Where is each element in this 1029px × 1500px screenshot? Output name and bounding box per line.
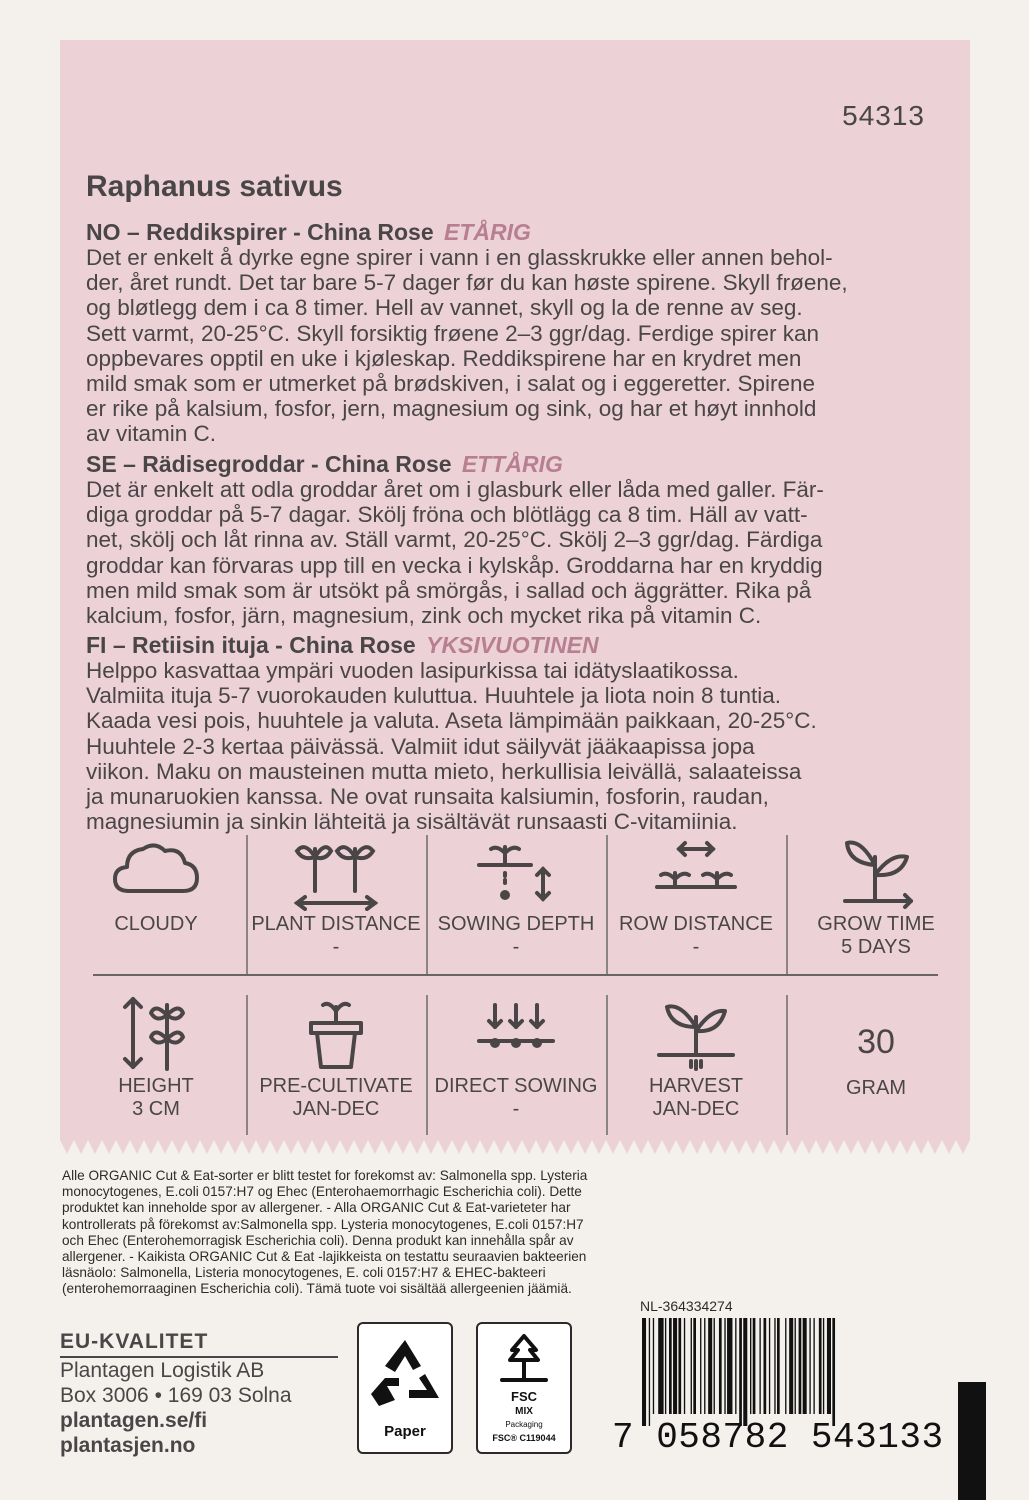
icon-value: JAN-DEC	[292, 1098, 380, 1120]
barcode-bar	[789, 1318, 793, 1414]
body-line: oppbevares opptil en uke i kjøleskap. Reddikspirene har en krydret men	[86, 345, 802, 371]
body-line: viikon. Maku on mausteinen mutta mieto, herkullisia leivällä, salaateissa	[86, 758, 802, 784]
grow-time-cell	[786, 835, 966, 975]
barcode-bar	[809, 1318, 810, 1414]
fsc-mix: MIX	[515, 1406, 533, 1417]
fine-line: (enterohemorraaginen Escherichia coli). Tämä tuote voi sisältää allergeenien jäämiä.	[62, 1281, 572, 1297]
barcode-bar	[803, 1318, 807, 1414]
icon-value: -	[512, 936, 520, 958]
direct-sowing-cell	[426, 995, 606, 1135]
pre-cultivate-cell	[246, 995, 426, 1135]
grow-time-icon	[831, 835, 921, 911]
pot-icon	[291, 995, 381, 1073]
section-title: SE – Rädisegroddar - China Rose	[86, 451, 452, 477]
harvest-cell	[606, 995, 786, 1135]
icon-label: HEIGHT	[118, 1075, 194, 1097]
barcode-bar	[719, 1318, 722, 1414]
product-code: 54313	[842, 100, 925, 131]
barcode-bar	[735, 1318, 736, 1414]
body-line: magnesiumin ja sinkin lähteitä ja sisältävät runsaasti C-vitamiinia.	[86, 809, 738, 835]
body-line: Det er enkelt å dyrke egne spirer i vann i en glasskrukke eller annen behol-	[86, 245, 833, 270]
fsc-tree-icon	[494, 1330, 554, 1384]
barcode-bar	[739, 1318, 742, 1426]
fsc-brand: FSC	[511, 1389, 537, 1404]
barcode-bar	[708, 1318, 712, 1414]
barcode-bar	[750, 1318, 751, 1414]
fsc-logo	[476, 1322, 572, 1454]
gram-cell	[786, 995, 966, 1135]
divider	[93, 974, 938, 976]
black-marker-bar	[958, 1382, 986, 1500]
barcode-bar	[827, 1318, 831, 1414]
barcode-bar	[724, 1318, 725, 1414]
barcode-bar	[669, 1318, 672, 1414]
barcode-bar	[832, 1318, 835, 1426]
body-line: Huuhtele 2-3 kertaa päivässä. Valmiit idut säilyvät jääkaapissa jopa	[86, 733, 755, 759]
company-address: Box 3006 • 169 03 Solna	[60, 1384, 292, 1407]
row-distance-icon	[651, 835, 741, 911]
icon-value: -	[692, 936, 700, 958]
cloud-icon	[111, 835, 201, 905]
allergen-notice	[62, 1168, 662, 1298]
barcode-bar	[653, 1318, 654, 1414]
section-se	[86, 452, 946, 628]
fine-line: och Ehec (Enterohemorragisk Escherichia coli). Denna produkt kan innehålla spår av	[62, 1232, 574, 1248]
eu-quality-block	[60, 1330, 340, 1458]
barcode-bar	[642, 1318, 646, 1426]
plant-distance-icon	[291, 835, 381, 911]
barcode-bar	[769, 1318, 770, 1414]
body-line: diga groddar på 5-7 dagar. Skölj fröna och blötlägg ca 8 tim. Häll av vatt-	[86, 502, 808, 528]
fine-line: kontrollerats på förekomst av:Salmonella spp. Lysteria monocytogenes, E.coli 0157:H7	[62, 1216, 584, 1232]
icon-label: CLOUDY	[114, 913, 198, 935]
barcode-bar	[799, 1318, 802, 1414]
website-link[interactable]: plantasjen.no	[60, 1434, 196, 1457]
barcode-bar	[693, 1318, 696, 1414]
barcode-bar	[774, 1318, 775, 1414]
barcode-bar	[684, 1318, 685, 1414]
fine-line: monocytogenes, E.coli 0157:H7 og Ehec (Enterohaemorrhagic Escherichia coli). Dette	[62, 1184, 582, 1200]
section-no	[86, 220, 946, 447]
icons-row-bottom	[66, 995, 966, 1135]
fine-line: allergener. - Kaikista ORGANIC Cut & Eat -lajikkeista on testattu seuraavien bakteerien	[62, 1249, 587, 1265]
icon-value: 5 DAYS	[841, 936, 911, 958]
body-line: av vitamin C.	[86, 421, 217, 447]
eu-title: EU-KVALITET	[60, 1330, 338, 1358]
barcode-bar	[759, 1318, 760, 1414]
barcode-bar	[727, 1318, 732, 1414]
barcode-number: 7 058782 543133	[612, 1417, 944, 1458]
barcode-bar	[777, 1318, 780, 1414]
section-heading	[86, 452, 946, 477]
icon-label: PLANT DISTANCE	[251, 913, 421, 935]
barcode-bar	[678, 1318, 681, 1414]
icon-label: DIRECT SOWING	[434, 1075, 598, 1097]
direct-sowing-icon	[471, 995, 561, 1073]
company-name: Plantagen Logistik AB	[60, 1359, 265, 1382]
body-line: Valmiita ituja 5-7 vuorokauden kuluttua. Huuhtele ja liota noin 8 tuntia.	[86, 683, 782, 709]
icon-label: HARVEST	[648, 1075, 744, 1097]
barcode-bar	[673, 1318, 677, 1414]
section-heading	[86, 633, 946, 658]
icon-value: -	[332, 936, 340, 958]
body-line: Sett varmt, 20-25°C. Skyll forsiktig frøene 2–3 ggr/dag. Ferdige spirer kan	[86, 320, 820, 346]
section-fi	[86, 633, 946, 834]
body-line: ja munaruokien kanssa. Ne ovat runsaita kalsiumin, fosforin, raudan,	[86, 784, 769, 810]
body-line: Helppo kasvattaa ympäri vuoden lasipurkissa tai idätyslaatikossa.	[86, 658, 739, 683]
paper-logo	[357, 1322, 453, 1454]
barcode-bar	[649, 1318, 650, 1426]
section-heading	[86, 220, 946, 245]
section-title: NO – Reddikspirer - China Rose	[86, 219, 434, 245]
icon-label: ROW DISTANCE	[618, 913, 774, 935]
barcode-bar	[795, 1318, 796, 1414]
body-line: og bløtlegg dem i ca 8 timer. Hell av vannet, skyll og la de renne av seg.	[86, 295, 803, 321]
zigzag-edge	[60, 1140, 970, 1154]
body-line: der, året rundt. Det tar bare 5-7 dager før du kan høste spirene. Skyll frøene,	[86, 270, 848, 296]
barcode-bar	[823, 1318, 824, 1414]
lifecycle-tag: YKSIVUOTINEN	[426, 632, 599, 658]
barcode	[640, 1318, 930, 1426]
barcode-bar	[714, 1318, 715, 1414]
body-line: er rike på kalsium, fosfor, jern, magnesium og sink, og har et høyt innhold	[86, 396, 817, 422]
barcode-bar	[700, 1318, 701, 1414]
fsc-packaging: Packaging	[505, 1420, 543, 1429]
icons-row-top	[66, 835, 966, 975]
height-icon	[111, 995, 201, 1073]
section-body	[86, 477, 946, 628]
barcode-bar	[743, 1318, 747, 1426]
height-cell	[66, 995, 246, 1135]
fine-line: Alle ORGANIC Cut & Eat-sorter er blitt testet for forekomst av: Salmonella spp. Lysteria	[62, 1168, 588, 1183]
lifecycle-tag: ETÅRIG	[444, 219, 531, 245]
paper-label: Paper	[384, 1423, 426, 1440]
icon-value: JAN-DEC	[652, 1098, 740, 1120]
icon-label: SOWING DEPTH	[437, 913, 595, 935]
barcode-bar	[665, 1318, 666, 1414]
icon-label: GRAM	[846, 1077, 906, 1099]
sowing-depth-cell	[426, 835, 606, 975]
barcode-bar	[813, 1318, 814, 1414]
barcode-bar	[764, 1318, 767, 1414]
icon-value: -	[512, 1098, 520, 1120]
fine-line: produktet kan inneholde spor av allergener. - Alla ORGANIC Cut & Eat-varieteter har	[62, 1200, 571, 1216]
barcode-bar	[691, 1318, 692, 1414]
section-body	[86, 658, 946, 834]
barcode-bar	[785, 1318, 786, 1414]
body-line: Kaada vesi pois, huuhtele ja valuta. Aseta lämpimään paikkaan, 20-25°C.	[86, 708, 817, 734]
barcode-bar	[658, 1318, 663, 1414]
section-body	[86, 245, 946, 447]
recycle-icon	[365, 1334, 445, 1414]
gram-value: 30	[857, 1023, 895, 1061]
row-distance-cell	[606, 835, 786, 975]
barcode-bar	[704, 1318, 705, 1414]
body-line: Det är enkelt att odla groddar året om i glasburk eller låda med galler. Fär-	[86, 477, 824, 502]
icon-value: 3 CM	[132, 1098, 180, 1120]
harvest-icon	[651, 995, 741, 1073]
lifecycle-tag: ETTÅRIG	[461, 451, 563, 477]
cloudy-cell	[66, 835, 246, 975]
plant-distance-cell	[246, 835, 426, 975]
sowing-depth-icon	[471, 835, 561, 911]
fsc-code: FSC® C119044	[492, 1433, 556, 1443]
body-line: groddar kan förvaras upp till en vecka i kylskåp. Groddarna har en kryddig	[86, 552, 823, 578]
barcode-id: NL-364334274	[640, 1298, 733, 1314]
section-title: FI – Retiisin ituja - China Rose	[86, 632, 416, 658]
body-line: net, skölj och låt rinna av. Ställ varmt, 20-25°C. Skölj 2–3 ggr/dag. Färdiga	[86, 527, 823, 553]
icon-label: PRE-CULTIVATE	[259, 1075, 413, 1097]
barcode-bar	[753, 1318, 756, 1414]
fine-line: läsnäolo: Salmonella, Listeria monocytogenes, E. coli 0157:H7 & EHEC-bakteeri	[62, 1265, 546, 1281]
latin-name: Raphanus sativus	[86, 170, 343, 203]
body-line: mild smak som er utmerket på brødskiven, i salat og i eggeretter. Spirene	[86, 371, 816, 397]
icon-label: GROW TIME	[817, 913, 935, 935]
body-line: men mild smak som är utsökt på smörgås, i sallad och äggrätter. Rika på	[86, 577, 812, 603]
barcode-bar	[819, 1318, 822, 1414]
website-link[interactable]: plantagen.se/fi	[60, 1409, 208, 1432]
body-line: kalcium, fosfor, järn, magnesium, zink och mycket rika på vitamin C.	[86, 603, 762, 629]
